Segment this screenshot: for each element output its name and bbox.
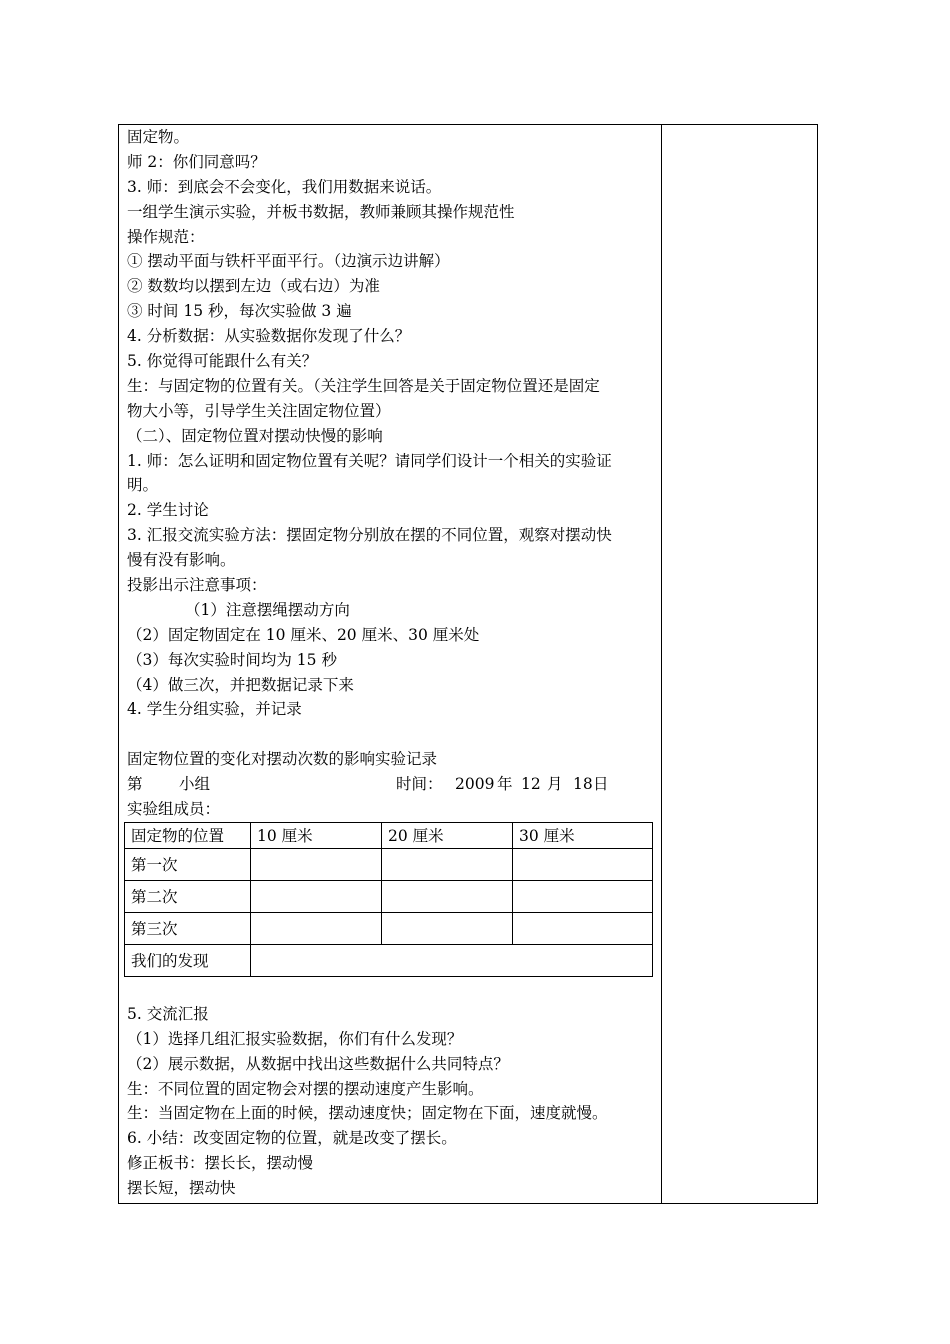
date-year: 2009 <box>455 775 495 794</box>
table-cell <box>251 912 382 944</box>
text-line: 操作规范： <box>127 227 205 246</box>
text-line: 固定物。 <box>127 128 190 146</box>
text-line: 师 2：你们同意吗？ <box>127 152 266 171</box>
text-line: 3. 师：到底会不会变化，我们用数据来说话。 <box>127 177 442 196</box>
date-year-unit: 年 <box>497 775 513 794</box>
date-month-unit: 月 <box>547 775 563 794</box>
table-header-cell: 20 厘米 <box>382 822 513 848</box>
group-suffix: 小组 <box>179 775 211 794</box>
table-header-cell: 固定物的位置 <box>125 822 251 848</box>
record-table <box>124 822 653 977</box>
table-cell <box>513 880 653 912</box>
text-line: 物大小等，引导学生关注固定物位置） <box>127 401 391 420</box>
text-line: ① 摆动平面与铁杆平面平行。（边演示边讲解） <box>127 252 450 271</box>
row-label: 第三次 <box>125 912 251 944</box>
row-label: 我们的发现 <box>125 944 251 976</box>
members-label: 实验组成员： <box>127 800 221 819</box>
table-cell <box>513 848 653 880</box>
date-day: 18 <box>573 775 593 794</box>
table-header-cell: 10 厘米 <box>251 822 382 848</box>
text-line: 生：与固定物的位置有关。（关注学生回答是关于固定物位置还是固定 <box>127 376 600 395</box>
row-label: 第一次 <box>125 848 251 880</box>
blank-line <box>127 722 657 747</box>
text-line: 4. 学生分组实验，并记录 <box>127 700 302 719</box>
table-cell <box>251 880 382 912</box>
text-line: 3. 汇报交流实验方法：摆固定物分别放在摆的不同位置，观察对摆动快 <box>127 526 612 545</box>
note-item: （2）固定物固定在 10 厘米、20 厘米、30 厘米处 <box>127 625 480 644</box>
text-line: 2. 学生讨论 <box>127 501 209 520</box>
text-line: 5. 你觉得可能跟什么有关？ <box>127 352 318 371</box>
text-line: 慢有没有影响。 <box>127 551 236 570</box>
table-row <box>125 880 653 912</box>
table-cell <box>382 848 513 880</box>
text-line: （2）展示数据，从数据中找出这些数据什么共同特点？ <box>127 1054 509 1073</box>
section-heading: （二）、固定物位置对摆动快慢的影响 <box>127 426 383 445</box>
table-header-row <box>125 822 653 848</box>
blank-line <box>127 977 657 1002</box>
note-item: （1）注意摆绳摆动方向 <box>185 600 350 619</box>
record-header <box>127 772 657 797</box>
text-line: 修正板书：摆长长，摆动慢 <box>127 1154 314 1173</box>
table-header-cell: 30 厘米 <box>513 822 653 848</box>
lesson-table <box>118 124 818 1204</box>
row-label: 第二次 <box>125 880 251 912</box>
lesson-content <box>127 125 657 1201</box>
text-line: 生：不同位置的固定物会对摆的摆动速度产生影响。 <box>127 1079 484 1098</box>
group-prefix: 第 <box>127 775 143 794</box>
text-line: （1）选择几组汇报实验数据，你们有什么发现？ <box>127 1029 463 1048</box>
column-divider <box>661 125 662 1203</box>
table-cell <box>513 912 653 944</box>
date-month: 12 <box>521 775 541 794</box>
table-finding-row <box>125 944 653 976</box>
text-line: ② 数数均以摆到左边（或右边）为准 <box>127 277 380 296</box>
text-line: 摆长短，摆动快 <box>127 1179 236 1198</box>
text-line: ③ 时间 15 秒，每次实验做 3 遍 <box>127 302 352 321</box>
text-line: 生：当固定物在上面的时候，摆动速度快；固定物在下面，速度就慢。 <box>127 1104 608 1123</box>
text-line: 投影出示注意事项： <box>127 576 267 595</box>
table-row <box>125 912 653 944</box>
time-label: 时间： <box>396 775 443 794</box>
note-item: （4）做三次，并把数据记录下来 <box>127 675 354 694</box>
text-line: 明。 <box>127 476 159 495</box>
table-row <box>125 848 653 880</box>
text-line: 6. 小结：改变固定物的位置，就是改变了摆长。 <box>127 1129 457 1148</box>
finding-cell <box>251 944 653 976</box>
table-cell <box>251 848 382 880</box>
table-cell <box>382 912 513 944</box>
text-line: 4. 分析数据：从实验数据你发现了什么？ <box>127 327 411 346</box>
text-line: 5. 交流汇报 <box>127 1004 209 1023</box>
date-day-unit: 日 <box>593 775 609 794</box>
text-line: 一组学生演示实验，并板书数据，教师兼顾其操作规范性 <box>127 202 515 221</box>
text-line: 1. 师：怎么证明和固定物位置有关呢？请同学们设计一个相关的实验证 <box>127 451 612 470</box>
record-title: 固定物位置的变化对摆动次数的影响实验记录 <box>127 750 438 769</box>
note-item: （3）每次实验时间均为 15 秒 <box>127 650 337 669</box>
table-cell <box>382 880 513 912</box>
